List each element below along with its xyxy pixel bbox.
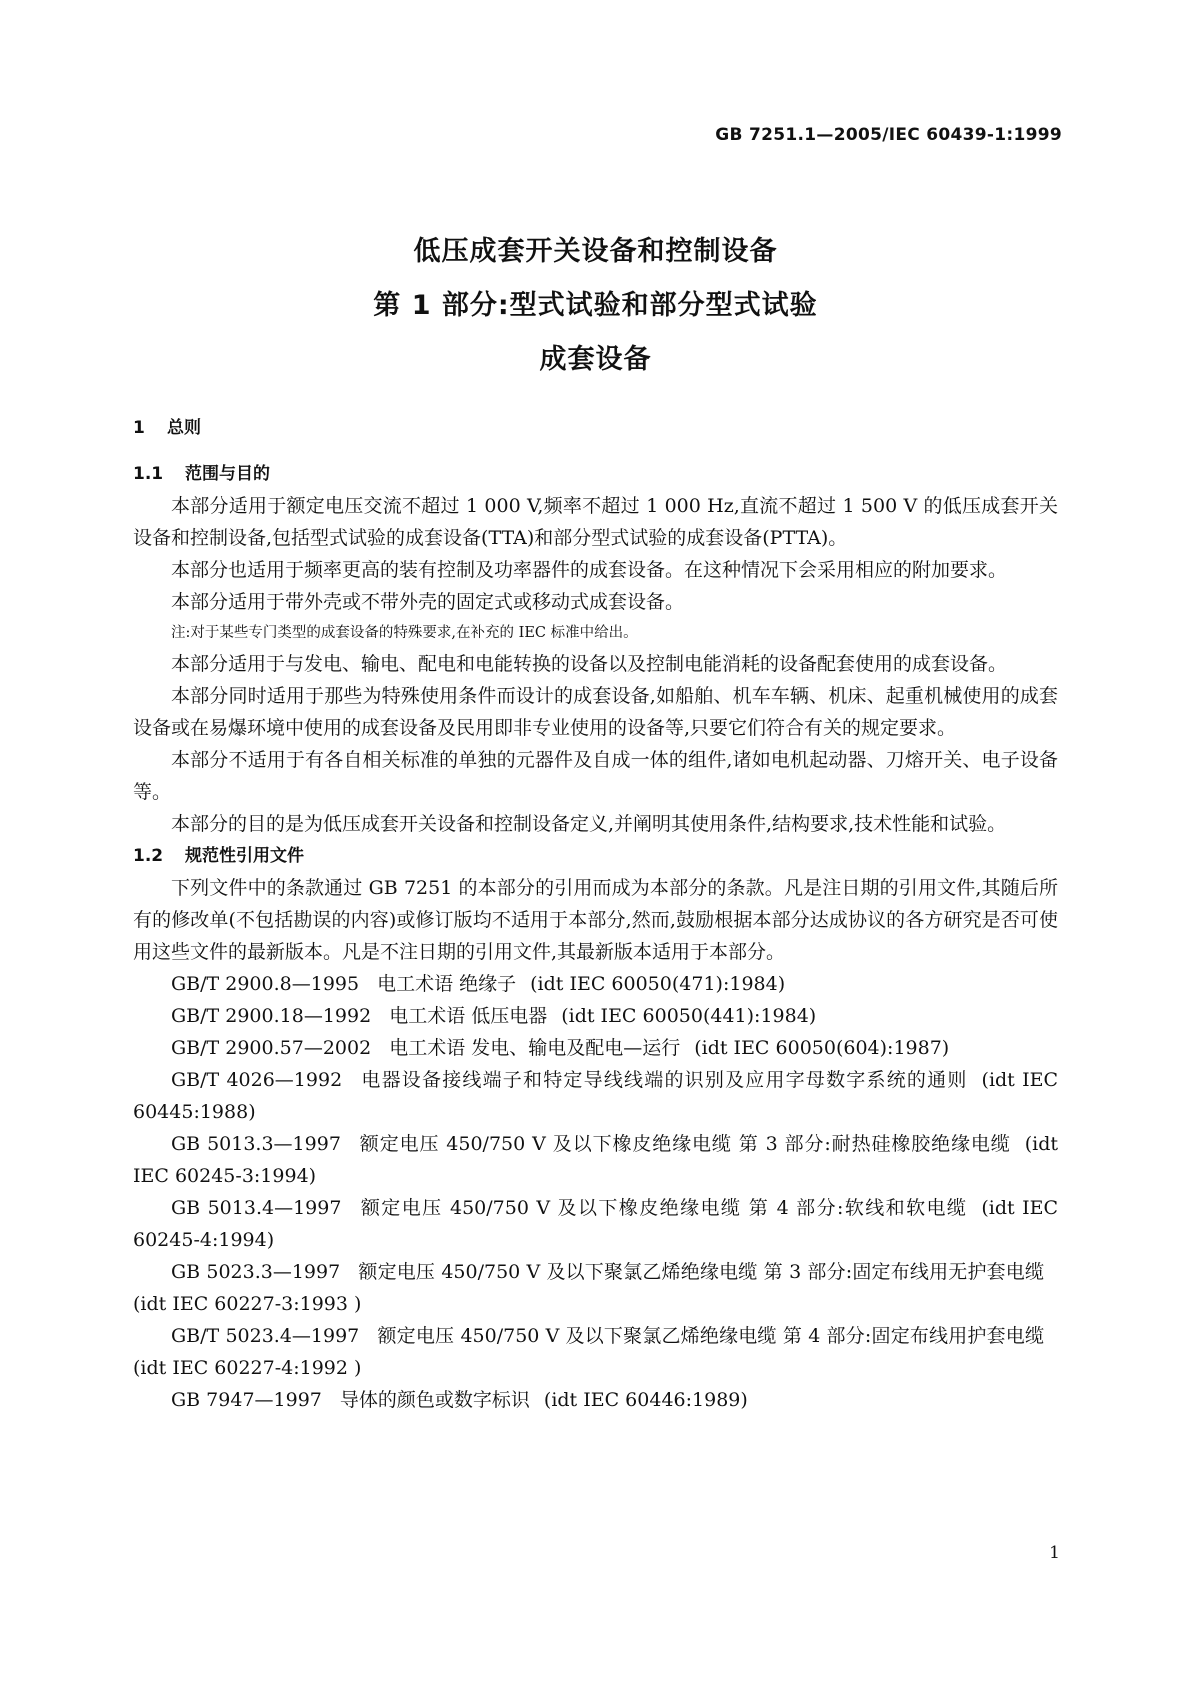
reference-item (133, 1064, 1058, 1128)
reference-code: GB 5013.4—1997 (171, 1197, 342, 1219)
document-title (0, 225, 1191, 387)
paragraph: 本部分不适用于有各自相关标准的单独的元器件及自成一体的组件,诸如电机起动器、刀熔开关、电子设备等。 (133, 749, 1058, 803)
reference-idt: (idt IEC 60227-4:1992 ) (133, 1357, 362, 1379)
reference-idt: (idt IEC 60446:1989) (543, 1389, 748, 1411)
reference-item (133, 1000, 1058, 1032)
reference-code: GB 7947—1997 (171, 1389, 322, 1411)
reference-title: 额定电压 450/750 V 及以下橡皮绝缘电缆 第 4 部分:软线和软电缆 (359, 1197, 968, 1219)
reference-idt: (idt IEC 60445:1988) (133, 1069, 1058, 1123)
reference-code: GB 5023.3—1997 (171, 1261, 341, 1283)
reference-code: GB/T 5023.4—1997 (171, 1325, 360, 1347)
reference-item (133, 968, 1058, 1000)
paragraph: 下列文件中的条款通过 GB 7251 的本部分的引用而成为本部分的条款。凡是注日期的引用文件,其随后所有的修改单(不包括勘误的内容)或修订版均不适用于本部分,然而,鼓励根据本部分达成协议的各方研究是否可使用这些文件的最新版本。凡是不注日期的引用文件,其最新版本适用于本部分。 (133, 877, 1058, 963)
paragraph: 本部分也适用于频率更高的装有控制及功率器件的成套设备。在这种情况下会采用相应的附加要求。 (171, 559, 1008, 581)
note: 注:对于某些专门类型的成套设备的特殊要求,在补充的 IEC 标准中给出。 (171, 625, 638, 641)
reference-item (133, 1128, 1058, 1192)
reference-idt: (idt IEC 60050(441):1984) (561, 1005, 817, 1027)
section-title: 规范性引用文件 (185, 846, 304, 866)
section-number: 1 (133, 418, 145, 438)
reference-code: GB/T 2900.57—2002 (171, 1037, 372, 1059)
reference-item (133, 1320, 1058, 1384)
section-heading-1 (133, 412, 1058, 444)
standard-number: GB 7251.1—2005/IEC 60439-1:1999 (715, 125, 1062, 145)
reference-title: 电工术语 发电、输电及配电—运行 (389, 1037, 681, 1059)
reference-idt: (idt IEC 60050(471):1984) (530, 973, 786, 995)
paragraph: 本部分适用于与发电、输电、配电和电能转换的设备以及控制电能消耗的设备配套使用的成套设备。 (171, 653, 1008, 675)
reference-code: GB/T 4026—1992 (171, 1069, 343, 1091)
reference-idt: (idt IEC 60245-4:1994) (133, 1197, 1058, 1251)
reference-title: 电工术语 低压电器 (389, 1005, 548, 1027)
section-number: 1.2 (133, 846, 164, 866)
paragraph: 本部分适用于带外壳或不带外壳的固定式或移动式成套设备。 (171, 591, 685, 613)
title-line-1: 低压成套开关设备和控制设备 (413, 236, 778, 267)
reference-title: 导体的颜色或数字标识 (339, 1389, 530, 1411)
reference-code: GB 5013.3—1997 (171, 1133, 341, 1155)
reference-item (133, 1192, 1058, 1256)
reference-title: 额定电压 450/750 V 及以下聚氯乙烯绝缘电缆 第 3 部分:固定布线用无护套电缆 (358, 1261, 1044, 1283)
reference-idt: (idt IEC 60227-3:1993 ) (133, 1293, 362, 1315)
section-heading-1-2 (133, 840, 1058, 872)
section-title: 范围与目的 (185, 464, 270, 484)
paragraph: 本部分的目的是为低压成套开关设备和控制设备定义,并阐明其使用条件,结构要求,技术性能和试验。 (171, 813, 1007, 835)
title-line-2: 第 1 部分:型式试验和部分型式试验 (373, 290, 818, 321)
reference-item (133, 1032, 1058, 1064)
section-title: 总则 (167, 418, 201, 438)
section-number: 1.1 (133, 464, 164, 484)
reference-code: GB/T 2900.8—1995 (171, 973, 360, 995)
reference-code: GB/T 2900.18—1992 (171, 1005, 372, 1027)
section-heading-1-1 (133, 458, 1058, 490)
reference-title: 额定电压 450/750 V 及以下橡皮绝缘电缆 第 3 部分:耐热硅橡胶绝缘电缆 (358, 1133, 1011, 1155)
reference-title: 电器设备接线端子和特定导线线端的识别及应用字母数字系统的通则 (360, 1069, 968, 1091)
reference-item (133, 1256, 1058, 1320)
reference-title: 电工术语 绝缘子 (377, 973, 517, 995)
page-number: 1 (1049, 1543, 1060, 1563)
reference-idt: (idt IEC 60245-3:1994) (133, 1133, 1058, 1187)
reference-title: 额定电压 450/750 V 及以下聚氯乙烯绝缘电缆 第 4 部分:固定布线用护套电缆 (377, 1325, 1044, 1347)
paragraph: 本部分同时适用于那些为特殊使用条件而设计的成套设备,如船舶、机车车辆、机床、起重机械使用的成套设备或在易爆环境中使用的成套设备及民用即非专业使用的设备等,只要它们符合有关的规定要求。 (133, 685, 1058, 739)
reference-item (133, 1384, 1058, 1416)
reference-idt: (idt IEC 60050(604):1987) (694, 1037, 950, 1059)
title-line-3: 成套设备 (539, 344, 652, 375)
document-body (133, 412, 1058, 1416)
paragraph: 本部分适用于额定电压交流不超过 1 000 V,频率不超过 1 000 Hz,直流不超过 1 500 V 的低压成套开关设备和控制设备,包括型式试验的成套设备(TTA)和部分型式试验的成套设备(PTTA)。 (133, 495, 1058, 549)
